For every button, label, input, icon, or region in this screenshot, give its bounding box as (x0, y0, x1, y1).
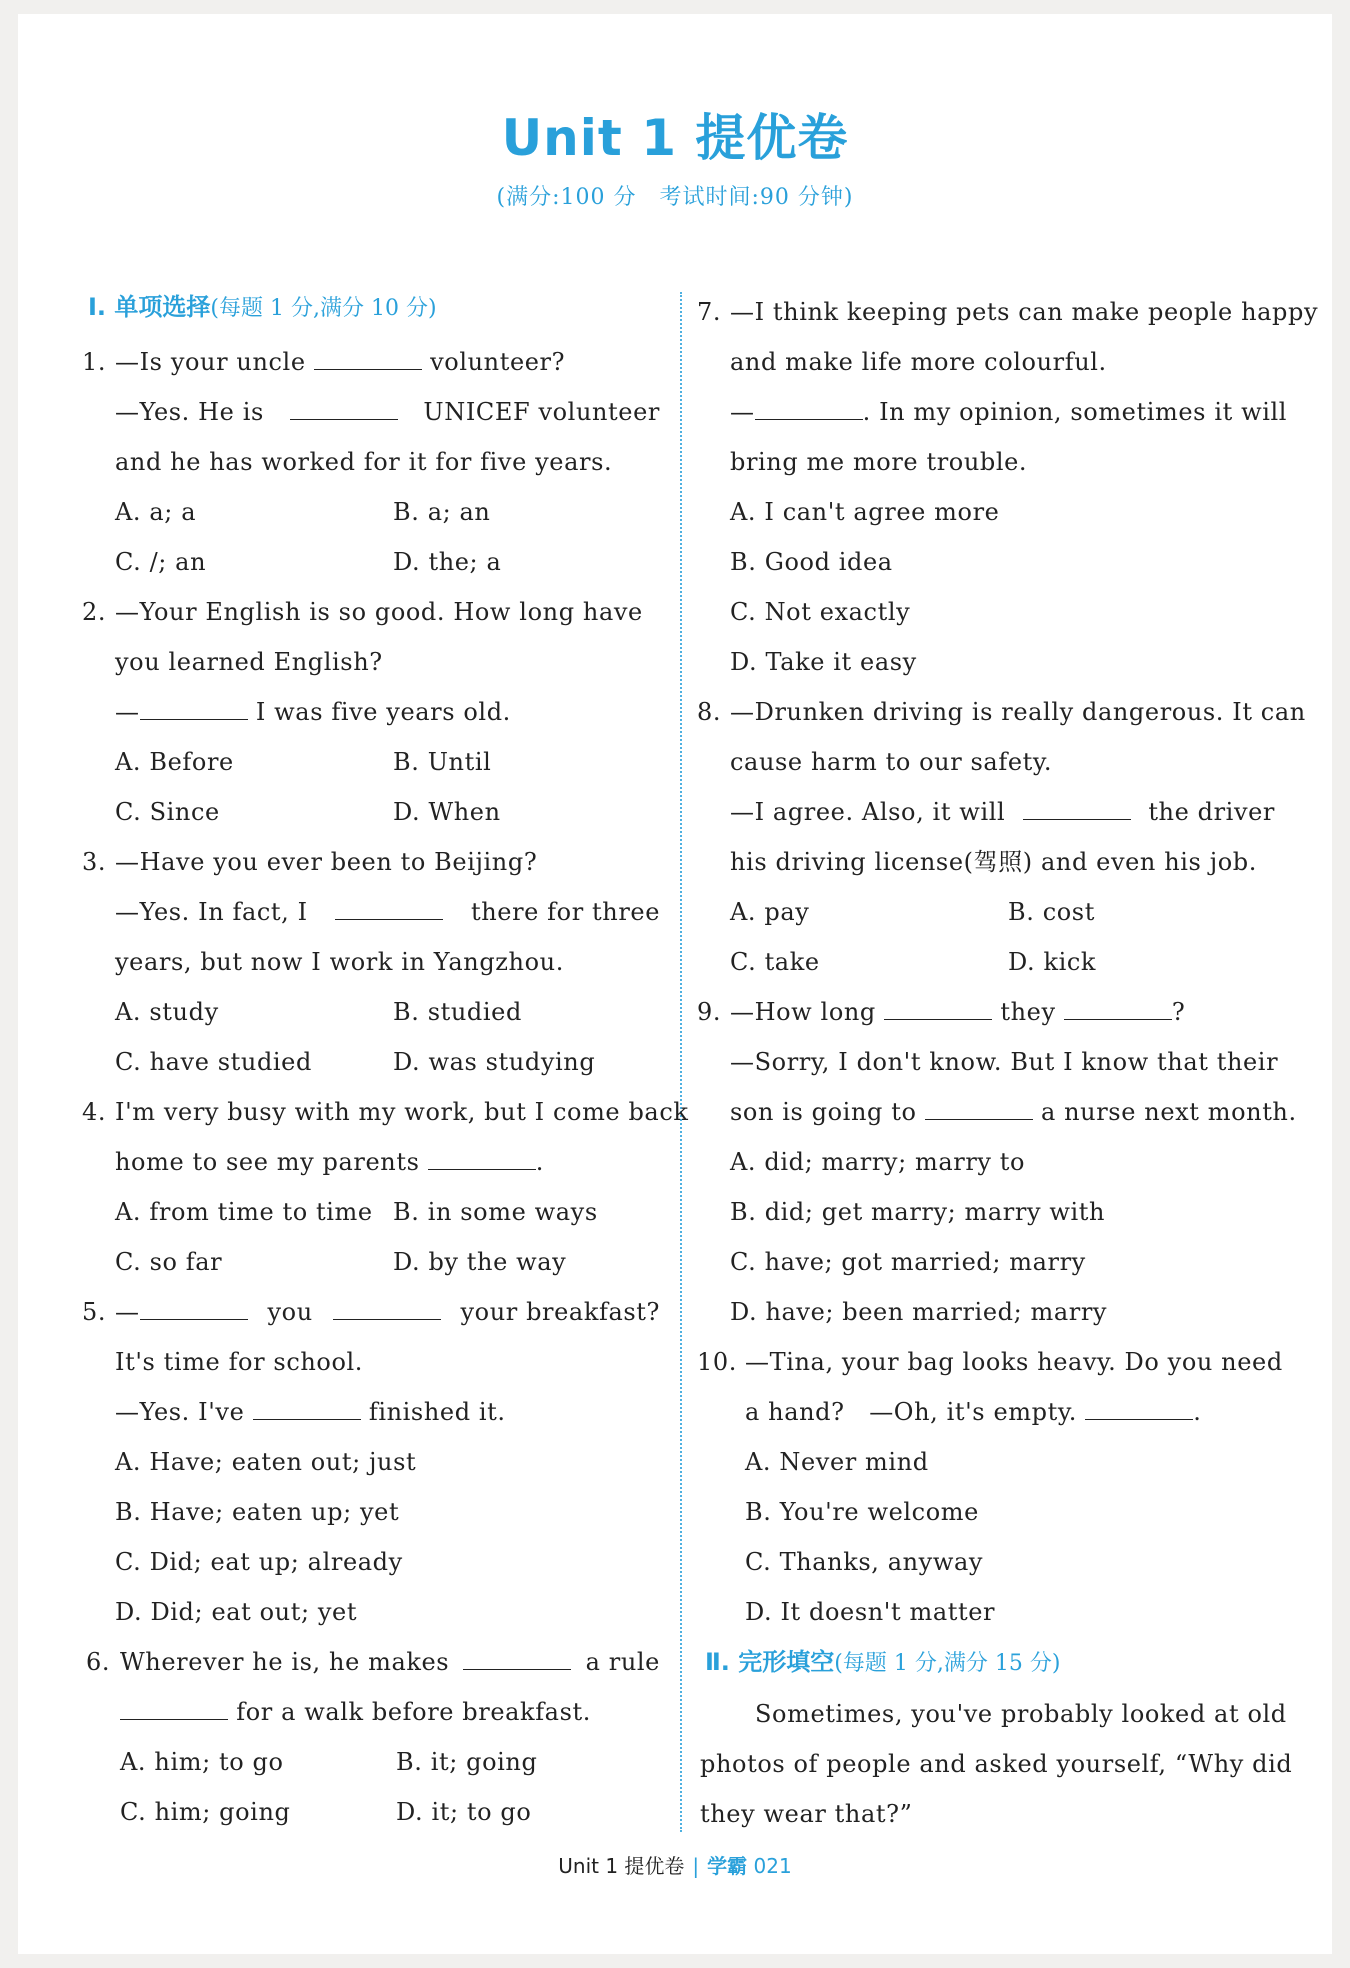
q10-option-d[interactable]: D. It doesn't matter (745, 1598, 996, 1626)
cloze-line-1: Sometimes, you've probably looked at old (755, 1700, 1287, 1728)
answer-blank[interactable] (290, 397, 398, 420)
answer-blank[interactable] (120, 1697, 228, 1720)
q1-option-a[interactable]: A. a; a (115, 498, 197, 526)
q4-option-a[interactable]: A. from time to time (115, 1198, 373, 1226)
q3-option-c[interactable]: C. have studied (115, 1048, 312, 1076)
q1-line-1: —Is your uncle volunteer? (115, 348, 566, 376)
q4-line-2: home to see my parents . (115, 1148, 544, 1176)
q10-option-b[interactable]: B. You're welcome (745, 1498, 979, 1526)
q5-option-d[interactable]: D. Did; eat out; yet (115, 1598, 358, 1626)
q4-number: 4. (82, 1098, 107, 1126)
q4-line-1: I'm very busy with my work, but I come back (115, 1098, 689, 1126)
q2-line-1: —Your English is so good. How long have (115, 598, 643, 626)
q2-option-b[interactable]: B. Until (393, 748, 492, 776)
cloze-line-3: they wear that?” (700, 1800, 913, 1828)
page-title: Unit 1 提优卷 (501, 109, 849, 167)
q5-line-3: —Yes. I've finished it. (115, 1398, 506, 1426)
q9-line-2: —Sorry, I don't know. But I know that their (730, 1048, 1279, 1076)
q8-line-2: cause harm to our safety. (730, 748, 1053, 776)
q3-line-1: —Have you ever been to Beijing? (115, 848, 538, 876)
section-2-points: (每题 1 分,满分 15 分) (834, 1651, 1061, 1676)
q4-option-d[interactable]: D. by the way (393, 1248, 567, 1276)
answer-blank[interactable] (314, 347, 422, 370)
answer-blank[interactable] (140, 1297, 248, 1320)
q7-option-b[interactable]: B. Good idea (730, 548, 893, 576)
q5-option-c[interactable]: C. Did; eat up; already (115, 1548, 403, 1576)
q1-line-2: —Yes. He is UNICEF volunteer (115, 398, 660, 426)
q8-number: 8. (697, 698, 722, 726)
q10-number: 10. (697, 1348, 737, 1376)
q9-option-b[interactable]: B. did; get marry; marry with (730, 1198, 1106, 1226)
section-1-title: Ⅰ. 单项选择 (88, 293, 211, 321)
q4-option-c[interactable]: C. so far (115, 1248, 223, 1276)
q8-line-4: his driving license(驾照) and even his job. (730, 848, 1257, 876)
q6-option-c[interactable]: C. him; going (120, 1798, 291, 1826)
answer-blank[interactable] (333, 1297, 441, 1320)
q5-number: 5. (82, 1298, 107, 1326)
q10-option-c[interactable]: C. Thanks, anyway (745, 1548, 984, 1576)
q10-line-1: —Tina, your bag looks heavy. Do you need (745, 1348, 1283, 1376)
q8-option-d[interactable]: D. kick (1008, 948, 1097, 976)
q1-option-b[interactable]: B. a; an (393, 498, 491, 526)
q3-option-b[interactable]: B. studied (393, 998, 522, 1026)
q6-number: 6. (86, 1648, 111, 1676)
q7-line-1: —I think keeping pets can make people happy (730, 298, 1319, 326)
answer-blank[interactable] (755, 397, 863, 420)
q7-line-4: bring me more trouble. (730, 448, 1028, 476)
q4-option-b[interactable]: B. in some ways (393, 1198, 598, 1226)
q8-option-a[interactable]: A. pay (730, 898, 810, 926)
q1-option-c[interactable]: C. /; an (115, 548, 207, 576)
q9-option-a[interactable]: A. did; marry; marry to (730, 1148, 1026, 1176)
column-divider (680, 292, 682, 1832)
answer-blank[interactable] (428, 1147, 536, 1170)
answer-blank[interactable] (925, 1097, 1033, 1120)
answer-blank[interactable] (1023, 797, 1131, 820)
q2-line-3: — I was five years old. (115, 698, 511, 726)
q5-line-2: It's time for school. (115, 1348, 364, 1376)
q3-option-d[interactable]: D. was studying (393, 1048, 596, 1076)
q6-option-d[interactable]: D. it; to go (396, 1798, 532, 1826)
q8-line-1: —Drunken driving is really dangerous. It can (730, 698, 1306, 726)
q9-option-c[interactable]: C. have; got married; marry (730, 1248, 1086, 1276)
answer-blank[interactable] (253, 1397, 361, 1420)
q6-line-1: Wherever he is, he makes a rule (120, 1648, 660, 1676)
q3-line-2: —Yes. In fact, I there for three (115, 898, 660, 926)
q9-option-d[interactable]: D. have; been married; marry (730, 1298, 1108, 1326)
q7-number: 7. (697, 298, 722, 326)
q6-option-b[interactable]: B. it; going (396, 1748, 538, 1776)
exam-info: (满分:100 分 考试时间:90 分钟) (496, 185, 854, 210)
footer-brand: 学霸 (707, 1854, 748, 1878)
q8-option-b[interactable]: B. cost (1008, 898, 1095, 926)
q8-option-c[interactable]: C. take (730, 948, 820, 976)
q7-line-3: — . In my opinion, sometimes it will (730, 398, 1288, 426)
q8-line-3: —I agree. Also, it will the driver (730, 798, 1275, 826)
q7-option-d[interactable]: D. Take it easy (730, 648, 917, 676)
section-2-title: Ⅱ. 完形填空 (705, 1648, 835, 1676)
q5-option-a[interactable]: A. Have; eaten out; just (115, 1448, 417, 1476)
answer-blank[interactable] (884, 997, 992, 1020)
q3-line-3: years, but now I work in Yangzhou. (115, 948, 564, 976)
q5-line-1: — you your breakfast? (115, 1298, 660, 1326)
q9-number: 9. (697, 998, 722, 1026)
page-number: 021 (753, 1854, 792, 1878)
q7-option-a[interactable]: A. I can't agree more (730, 498, 1000, 526)
q9-line-3: son is going to a nurse next month. (730, 1098, 1297, 1126)
answer-blank[interactable] (1085, 1397, 1193, 1420)
answer-blank[interactable] (140, 697, 248, 720)
q7-option-c[interactable]: C. Not exactly (730, 598, 911, 626)
page-footer (0, 1850, 1350, 1879)
answer-blank[interactable] (1064, 997, 1172, 1020)
q2-number: 2. (82, 598, 107, 626)
section-1-points: (每题 1 分,满分 10 分) (210, 296, 437, 321)
q2-option-c[interactable]: C. Since (115, 798, 220, 826)
answer-blank[interactable] (463, 1647, 571, 1670)
q3-number: 3. (82, 848, 107, 876)
q9-line-1: —How long they ? (730, 998, 1186, 1026)
q10-option-a[interactable]: A. Never mind (745, 1448, 929, 1476)
footer-separator: | (692, 1854, 700, 1878)
footer-label: Unit 1 提优卷 (558, 1854, 685, 1878)
q3-option-a[interactable]: A. study (115, 998, 219, 1026)
section-2-heading (705, 1647, 1060, 1679)
q1-number: 1. (82, 348, 107, 376)
answer-blank[interactable] (335, 897, 443, 920)
q2-option-a[interactable]: A. Before (115, 748, 234, 776)
q2-option-d[interactable]: D. When (393, 798, 501, 826)
q1-option-d[interactable]: D. the; a (393, 548, 502, 576)
cloze-line-2: photos of people and asked yourself, “Why did (700, 1750, 1293, 1778)
q10-line-2: a hand? —Oh, it's empty. . (745, 1398, 1202, 1426)
q7-line-2: and make life more colourful. (730, 348, 1107, 376)
section-1-heading (88, 292, 437, 324)
q1-line-3: and he has worked for it for five years. (115, 448, 613, 476)
q2-line-2: you learned English? (115, 648, 383, 676)
q5-option-b[interactable]: B. Have; eaten up; yet (115, 1498, 400, 1526)
q6-line-2: for a walk before breakfast. (120, 1697, 591, 1727)
q6-option-a[interactable]: A. him; to go (120, 1748, 284, 1776)
